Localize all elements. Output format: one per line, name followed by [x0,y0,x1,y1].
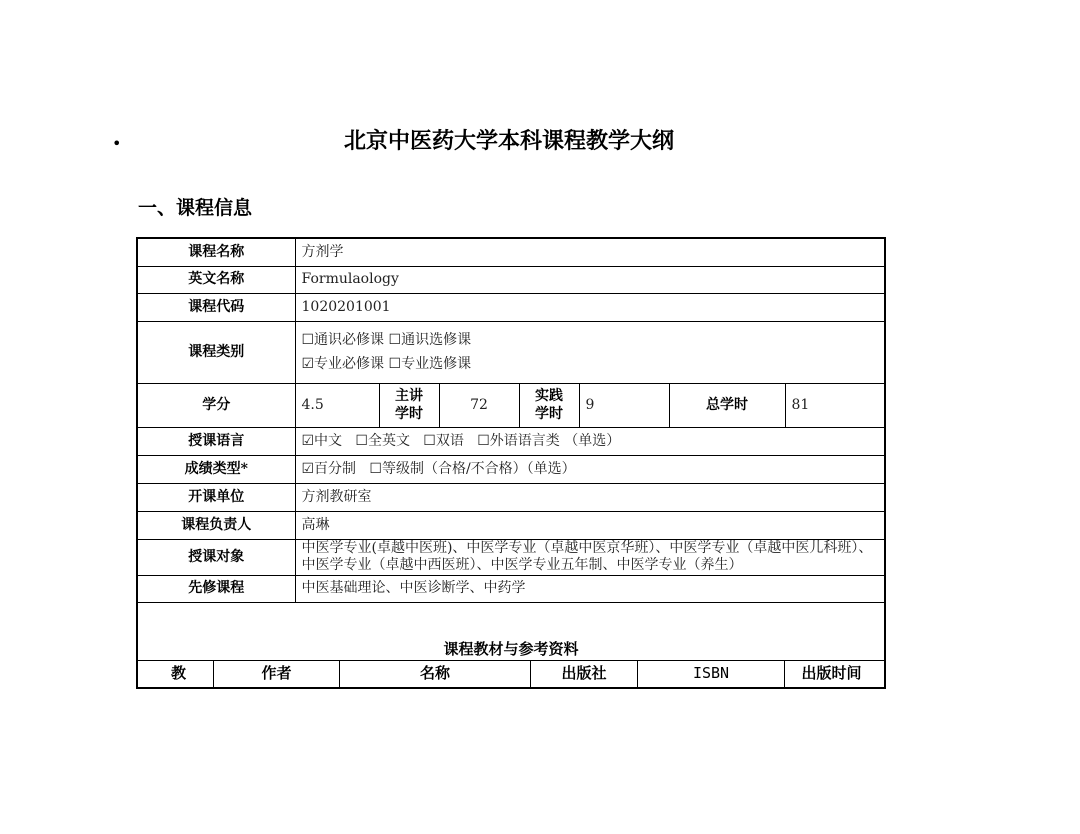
row-prerequisites [137,575,885,602]
total-hours-value: 81 [785,383,885,427]
practice-label-line1: 实践 [535,388,563,404]
leader-label: 课程负责人 [137,511,295,539]
ref-header-title: 名称 [339,661,530,687]
ref-header-author: 作者 [213,661,339,687]
category-major-elective: ☐专业选修课 [388,356,472,372]
course-category-label: 课程类别 [137,321,295,383]
row-unit [137,483,885,511]
row-references-header [137,660,885,688]
english-name-label: 英文名称 [137,266,295,293]
lecture-hours-label [379,383,439,427]
ref-header-isbn: ISBN [637,661,784,687]
target-label: 授课对象 [137,539,295,575]
references-header-cell [137,660,885,688]
course-info-table [136,237,886,689]
practice-hours-label [519,383,579,427]
lecture-label-line2: 学时 [395,406,423,422]
credit-value: 4.5 [295,383,379,427]
references-title: 课程教材与参考资料 [137,602,885,660]
document-title: 北京中医药大学本科课程教学大纲 [343,128,674,154]
category-major-required: ☑专业必修课 [301,356,385,372]
row-language [137,427,885,455]
english-name-value: Formulaology [295,266,885,293]
grade-type-value: ☑百分制 ☐等级制（合格/不合格）（单选） [295,455,885,483]
course-code-value: 1020201001 [295,293,885,321]
leader-value: 高琳 [295,511,885,539]
ref-header-publisher: 出版社 [530,661,637,687]
category-general-required: ☐通识必修课 [301,332,385,348]
target-line-1: 中医学专业(卓越中医班)、中医学专业（卓越中医京华班）、中医学专业（卓越中医儿科班）、 [301,540,873,556]
lecture-hours-value: 72 [439,383,519,427]
lecture-label-line1: 主讲 [395,388,423,404]
prerequisites-label: 先修课程 [137,575,295,602]
target-value [295,539,885,575]
row-english-name [137,266,885,293]
course-name-label: 课程名称 [137,238,295,266]
course-category-options [295,321,885,383]
language-label: 授课语言 [137,427,295,455]
unit-value: 方剂教研室 [295,483,885,511]
row-course-code [137,293,885,321]
row-course-name [137,238,885,266]
row-grade-type [137,455,885,483]
references-header-grid [144,661,878,687]
ref-header-jiao: 教 [170,664,186,682]
row-course-category [137,321,885,383]
row-references-title [137,602,885,660]
section-title: 一、课程信息 [138,197,253,219]
row-leader [137,511,885,539]
grade-type-label: 成绩类型* [137,455,295,483]
category-general-elective: ☐通识选修课 [388,332,472,348]
target-line-2: 中医学专业（卓越中西医班）、中医学专业五年制、中医学专业（养生） [301,557,743,573]
course-code-label: 课程代码 [137,293,295,321]
prerequisites-value: 中医基础理论、中医诊断学、中药学 [295,575,885,602]
practice-label-line2: 学时 [535,406,563,422]
total-hours-label: 总学时 [669,383,785,427]
ref-header-pubdate: 出版时间 [784,661,878,687]
row-credits-hours [137,383,885,427]
language-value: ☑中文 ☐全英文 ☐双语 ☐外语语言类 （单选） [295,427,885,455]
bullet-mark: • [112,134,122,153]
row-target [137,539,885,575]
credit-label: 学分 [137,383,295,427]
practice-hours-value: 9 [579,383,669,427]
unit-label: 开课单位 [137,483,295,511]
course-name-value: 方剂学 [295,238,885,266]
